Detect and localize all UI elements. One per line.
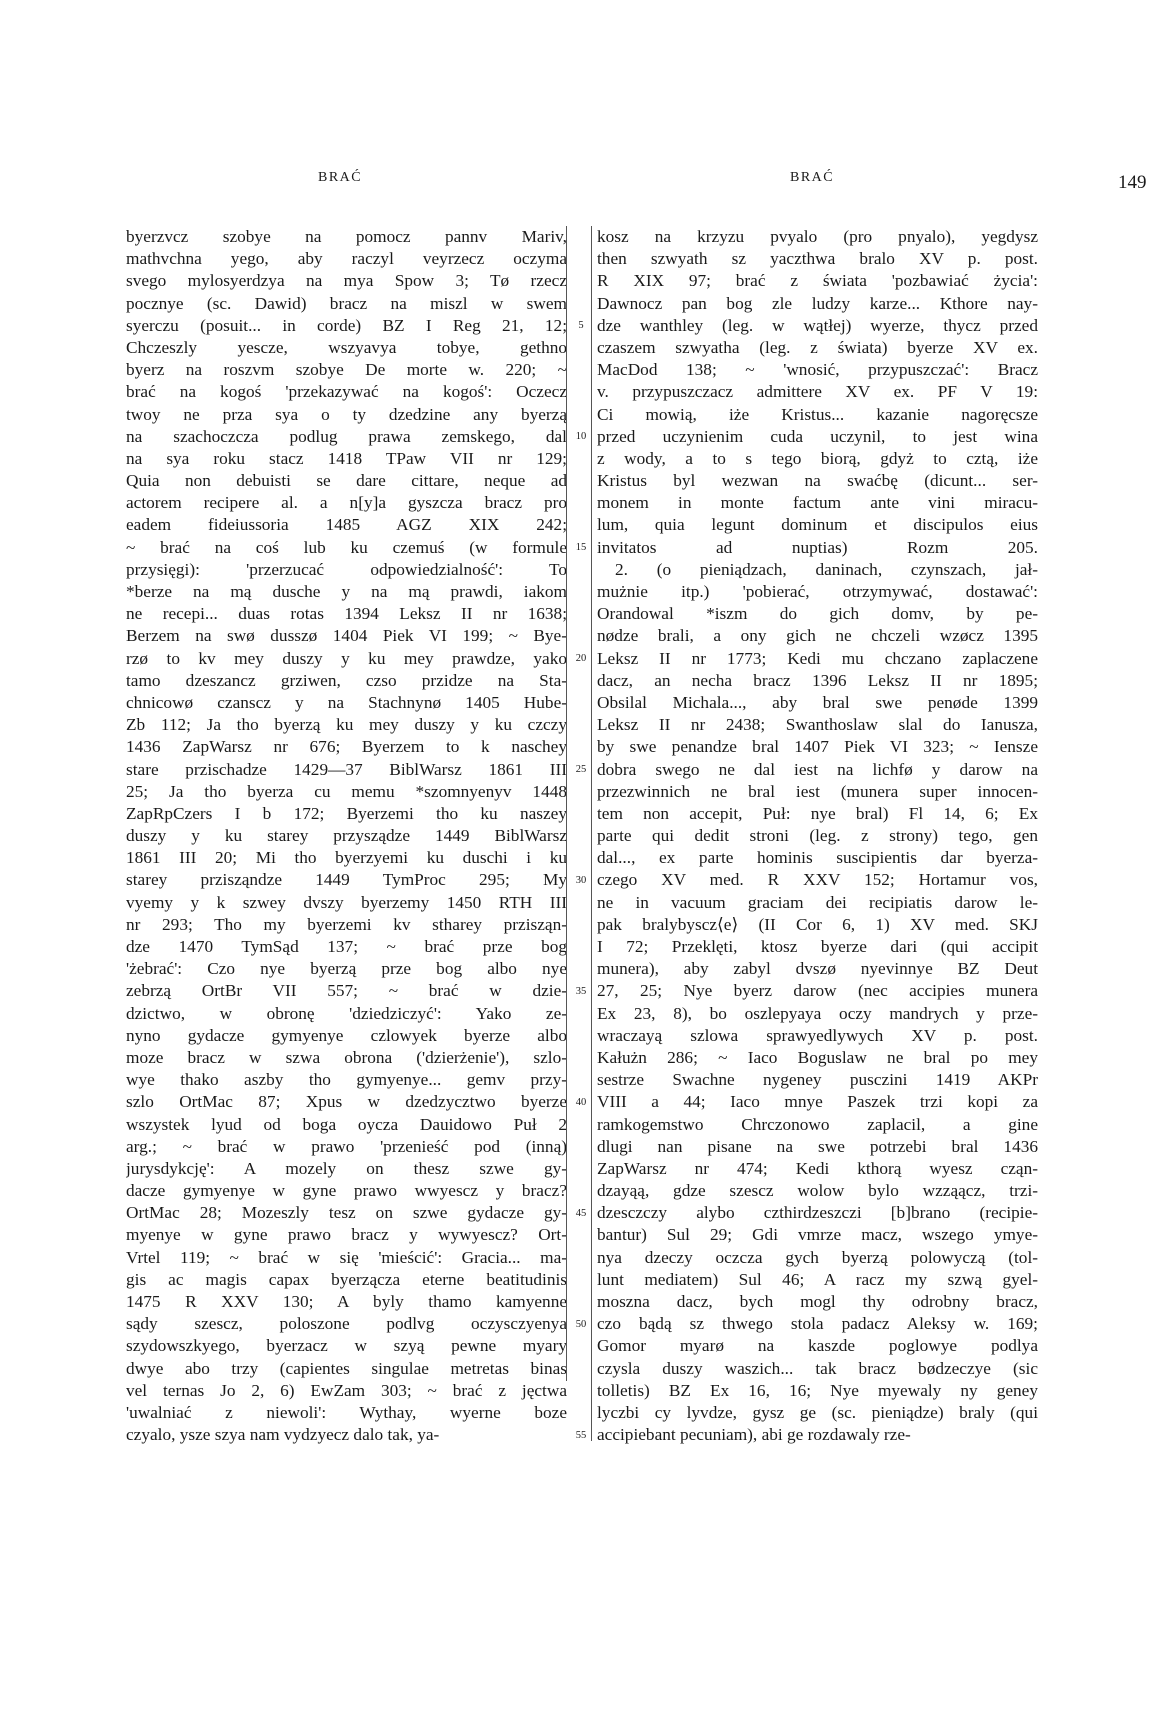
line-number: 30: [575, 874, 587, 886]
text-line: OrtMac 28; Mozeszly tesz on szwe gydacze gy-: [126, 1203, 567, 1223]
text-line: sądy szescz, poloszone podlvg oczysczyenya: [126, 1314, 567, 1334]
text-line: myenye w gyne prawo bracz y wywyescz? Ort-: [126, 1225, 567, 1245]
text-line: I 72; Przeklęti, ktosz byerze dari (qui accipit: [597, 937, 1038, 956]
text-line: gis ac magis capax byerzącza eterne beatitudinis: [126, 1269, 567, 1289]
text-line: nr 293; Tho my byerzemi kv stharey przisząn-: [126, 914, 567, 934]
text-line: ZapRpCzers I b 172; Byerzemi tho ku naszey: [126, 803, 567, 823]
right-column: [597, 226, 1038, 1446]
text-line: pocznye (sc. Dawid) bracz na miszl w swem: [126, 293, 567, 313]
text-line: mathvchna yego, aby raczyl veyrzecz oczyma: [126, 249, 567, 269]
text-line: rzø to kv mey duszy y ku mey prawdze, yako: [126, 648, 567, 668]
line-number: 50: [575, 1318, 587, 1330]
text-line: bantur) Sul 29; Gdi vmrze macz, wszego ymye-: [597, 1225, 1038, 1245]
text-line: przysięgi): 'przerzucać odpowiedzialność': To: [126, 559, 567, 579]
text-line: then szwyath sz yaczthwa bralo XV p. post.: [597, 249, 1038, 269]
text-line: chnicowø czanscz y na Stachnynø 1405 Hube-: [126, 692, 567, 712]
text-line: lum, quia legunt dominum et discipulos eius: [597, 515, 1038, 535]
text-line: ramkogemstwo Chrczonowo zaplacil, a gine: [597, 1114, 1038, 1134]
text-line: lyczbi cy lyvdze, gysz ge (sc. pieniądze) braly (qui: [597, 1402, 1038, 1422]
text-line: dzesczczy alybo czthirdzeszczi [b]brano (recipie-: [597, 1203, 1038, 1223]
text-line: 27, 25; Nye byerz darow (nec accipies munera: [597, 981, 1038, 1001]
text-line: dzictwo, w obronę 'dziedziczyć': Yako ze-: [126, 1003, 567, 1023]
text-line: czo bądą sz thwego stola padacz Aleksy w. 169;: [597, 1314, 1038, 1334]
text-line: vel ternas Jo 2, 6) EwZam 303; ~ brać z jęctwa: [126, 1380, 567, 1400]
running-head-left: BRAĆ: [318, 170, 363, 185]
text-line: tem non accepit, Puł: nye bral) Fl 14, 6; Ex: [597, 803, 1038, 823]
text-line: szydowszkyego, byerzacz w szyą pewne myary: [126, 1336, 567, 1356]
text-line: arg.; ~ brać w prawo 'przenieść pod (inną): [126, 1136, 567, 1156]
text-line: ne recepi... duas rotas 1394 Leksz II nr 1638;: [126, 604, 567, 624]
text-line: tolletis) BZ Ex 16, 16; Nye myewaly ny geney: [597, 1380, 1038, 1400]
text-line: kosz na krzyzu pvyalo (pro pnyalo), yegdysz: [597, 227, 1038, 246]
line-number: 55: [575, 1429, 587, 1441]
text-line: Quia non debuisti se dare cittare, neque ad: [126, 471, 567, 491]
text-line: starey przisząndze 1449 TymProc 295; My: [126, 870, 567, 890]
text-line: Kristus byl wezwan na swaćbę (dicunt... ser-: [597, 471, 1038, 491]
text-line: szlo OrtMac 87; Xpus w dzedzycztwo byerze: [126, 1092, 567, 1112]
text-line: wraczayą szlowa sprawyedlywych XV p. post.: [597, 1025, 1038, 1045]
text-line: parte qui dedit stroni (leg. z strony) tego, gen: [597, 826, 1038, 846]
text-line: by swe penandze bral 1407 Piek VI 323; ~ Iensze: [597, 737, 1038, 757]
text-line: przezwinnich ne bral iest (munera super innocen-: [597, 781, 1038, 801]
text-line: dze 1470 TymSąd 137; ~ brać prze bog: [126, 937, 567, 956]
line-number: 10: [575, 430, 587, 442]
text-line: invitatos ad nuptias) Rozm 205.: [597, 537, 1038, 557]
text-line: byerz na roszvm szobye De morte w. 220; ~: [126, 360, 567, 380]
text-line: 2. (o pieniądzach, daninach, czynszach, jał-: [615, 559, 1038, 579]
line-number: 20: [575, 652, 587, 664]
column-rule-left: [566, 226, 567, 1381]
line-number: 15: [575, 541, 587, 553]
text-line: Leksz II nr 1773; Kedi mu chczano zaplaczene: [597, 648, 1038, 668]
text-line: ZapWarsz nr 474; Kedi kthorą wyesz cząn-: [597, 1158, 1038, 1178]
line-number: 40: [575, 1096, 587, 1108]
text-line: 'uwalniać z niewoli': Wythay, wyerne boze: [126, 1402, 567, 1422]
line-number: 45: [575, 1207, 587, 1219]
text-line: R XIX 97; brać z świata 'pozbawiać życia':: [597, 271, 1038, 291]
text-line: 1436 ZapWarsz nr 676; Byerzem to k naschey: [126, 737, 567, 757]
text-line: Kałużn 286; ~ Iaco Boguslaw ne bral po mey: [597, 1047, 1038, 1067]
text-line: Ci mowią, iże Kristus... kazanie nagoręcsze: [597, 404, 1038, 424]
text-line: mużnie itp.) 'pobierać, otrzymywać, dostawać':: [597, 582, 1038, 601]
text-line: accipiebant pecuniam), abi ge rozdawaly rze-: [597, 1425, 911, 1445]
text-line: dacze gymyenye w gyne prawo wwyescz y bracz?: [126, 1181, 567, 1201]
text-line: moszna dacz, bych mogl thy odrobny bracz,: [597, 1292, 1038, 1311]
text-line: v. przypuszczacz admittere XV ex. PF V 19:: [597, 382, 1038, 402]
text-line: syerczu (posuit... in corde) BZ I Reg 21, 12;: [126, 315, 567, 335]
text-line: VIII a 44; Iaco mnye Paszek trzi kopi za: [597, 1092, 1038, 1112]
text-line: sestrze Swachne nygeney pusczini 1419 AKPr: [597, 1070, 1038, 1090]
text-line: vyemy y k szwey dvszy byerzemy 1450 RTH III: [126, 892, 567, 912]
text-line: brać na kogoś 'przekazywać na kogoś': Oczecz: [126, 382, 567, 402]
text-line: nødze brali, a ony gich ne chczeli wzøcz 1395: [597, 626, 1038, 646]
text-line: 'żebrać': Czo nye byerzą prze bog albo nye: [126, 959, 567, 979]
text-line: dzayąą, gdze szescz wolow bylo wzząącz, trzi-: [597, 1181, 1038, 1201]
text-line: czego XV med. R XXV 152; Hortamur vos,: [597, 870, 1038, 890]
text-line: wszystek lyud od boga oycza Dauidowo Puł 2: [126, 1114, 567, 1134]
text-line: dobra swego ne dal iest na lichfø y darow na: [597, 759, 1038, 779]
text-line: Orandowal *iszm do gich domv, by pe-: [597, 604, 1038, 624]
text-line: Zb 112; Ja tho byerzą ku mey duszy y ku czczy: [126, 715, 567, 735]
text-line: svego mylosyerdzya na mya Spow 3; Tø rzecz: [126, 271, 567, 291]
text-line: Ex 23, 8), bo oszlepyaya oczy mandrych y prze-: [597, 1003, 1038, 1023]
text-line: *berze na mą dusche y na mą prawdi, iakom: [126, 582, 567, 601]
text-line: Vrtel 119; ~ brać w się 'mieścić': Gracia... ma-: [126, 1247, 567, 1267]
text-line: pak bralybyscz⟨e⟩ (II Cor 6, 1) XV med. SKJ: [597, 914, 1038, 934]
text-line: 1475 R XXV 130; A byly thamo kamyenne: [126, 1292, 567, 1311]
text-line: Gomor myarø na kaszde poglowye podlya: [597, 1336, 1038, 1356]
text-line: Berzem na swø dusszø 1404 Piek VI 199; ~ Bye-: [126, 626, 567, 646]
text-line: stare przischadze 1429—37 BiblWarsz 1861 III: [126, 759, 567, 779]
text-line: lunt mediatem) Sul 46; A racz my szwą gyel-: [597, 1269, 1038, 1289]
text-line: duszy y ku starey przysządze 1449 BiblWarsz: [126, 826, 567, 846]
text-line: munera), aby zabyl dvszø nyevinnye BZ Deut: [597, 959, 1038, 979]
text-line: Leksz II nr 2438; Swanthoslaw slal do Ianusza,: [597, 715, 1038, 735]
text-line: na sya roku stacz 1418 TPaw VII nr 129;: [126, 448, 567, 468]
left-column: [126, 226, 567, 1446]
text-line: dze wanthley (leg. w wątłej) wyerze, thycz przed: [597, 315, 1038, 335]
text-line: czaszem szwyatha (leg. z świata) byerze XV ex.: [597, 337, 1038, 357]
text-line: moze bracz w szwa obrona ('dzierżenie'), szlo-: [126, 1047, 567, 1067]
text-line: ne in vacuum graciam dei recipiatis darow le-: [597, 892, 1038, 912]
text-line: monem in monte factum ante vini miracu-: [597, 493, 1038, 513]
text-line: nyno gydacze gymyenye czlowyek byerze albo: [126, 1025, 567, 1045]
text-line: twoy ne prza sya o ty dzedzine any byerzą: [126, 404, 567, 424]
text-line: ~ brać na coś lub ku czemuś (w formule: [126, 537, 567, 557]
line-number: 25: [575, 763, 587, 775]
text-line: Chczeszly yescze, wszyavya tobye, gethno: [126, 337, 567, 357]
text-line: MacDod 138; ~ 'wnosić, przypuszczać': Bracz: [597, 360, 1038, 380]
text-line: dwye abo trzy (capientes singulae metretas binas: [126, 1358, 567, 1378]
text-line: 25; Ja tho byerza cu memu *szomnyenyv 1448: [126, 781, 567, 801]
text-line: nya dzeczy oczcza gych byerzą polowyczą (tol-: [597, 1247, 1038, 1267]
text-line: eadem fideiussoria 1485 AGZ XIX 242;: [126, 515, 567, 535]
page-number: 149: [1118, 172, 1147, 193]
text-line: dal..., ex parte hominis suscipientis dar byerza-: [597, 848, 1038, 868]
running-head-right: BRAĆ: [790, 170, 835, 185]
text-line: czysla duszy waszich... tak bracz bødzeczye (sic: [597, 1358, 1038, 1378]
text-line: 1861 III 20; Mi tho byerzyemi ku duschi i ku: [126, 848, 567, 868]
text-line: przed uczynienim cuda uczynil, to jest wina: [597, 426, 1038, 446]
text-line: byerzvcz szobye na pomocz pannv Mariv,: [126, 227, 567, 246]
text-line: Obsilal Michala..., aby bral swe penøde 1399: [597, 692, 1038, 712]
text-line: Dawnocz pan bog zle ludzy karze... Kthore nay-: [597, 293, 1038, 313]
text-line: actorem recipere al. a n[y]a gyszcza bracz pro: [126, 493, 567, 513]
text-line: dlugi nan pisane na swe potrzebi bral 1436: [597, 1136, 1038, 1156]
line-number: 35: [575, 985, 587, 997]
text-line: z wody, a to s tego biorą, gdyż to cztą, iże: [597, 448, 1038, 468]
column-rule-right: [591, 226, 592, 1441]
line-number: 5: [578, 319, 584, 331]
text-line: jurysdykcję': A mozely on thesz szwe gy-: [126, 1158, 567, 1178]
text-line: czyalo, ysze szya nam vydzyecz dalo tak, ya-: [126, 1425, 440, 1445]
text-line: dacz, an necha bracz 1396 Leksz II nr 1895;: [597, 670, 1038, 690]
text-line: zebrzą OrtBr VII 557; ~ brać w dzie-: [126, 981, 567, 1001]
text-line: wye thako aszby tho gymyenye... gemv przy-: [126, 1070, 567, 1090]
text-line: tamo dzeszancz grziwen, czso przidze na Sta-: [126, 670, 567, 690]
text-line: na szachoczcza podlug prawa zemskego, dal: [126, 426, 567, 446]
